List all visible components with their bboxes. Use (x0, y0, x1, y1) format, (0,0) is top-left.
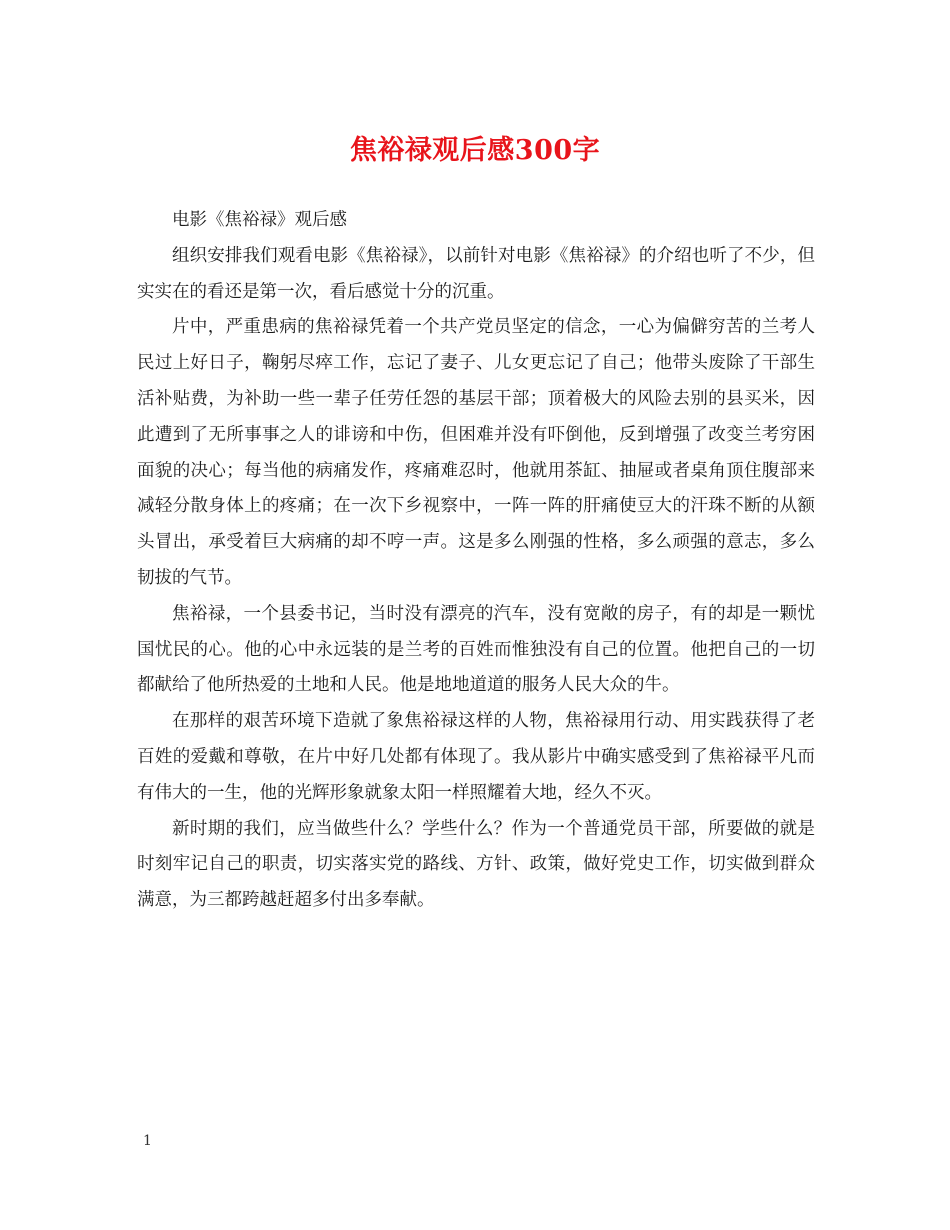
document-title: 焦裕禄观后感300字 (349, 135, 601, 166)
page-number: 1 (143, 1133, 152, 1149)
paragraph: 片中，严重患病的焦裕禄凭着一个共产党员坚定的信念，一心为偏僻穷苦的兰考人民过上好日子，鞠躬尽瘁工作，忘记了妻子、儿女更忘记了自己；他带头废除了干部生活补贴费，为补助一些一辈子任劳任怨的基层干部；顶着极大的风险去别的县买米，因此遭到了无所事事之人的诽谤和中伤，但困难并没有吓倒他，反到增强了改变兰考穷困面貌的决心；每当他的病痛发作，疼痛难忍时，他就用茶缸、抽屉或者桌角顶住腹部来减轻分散身体上的疼痛；在一次下乡视察中，一阵一阵的肝痛使豆大的汗珠不断的从额头冒出，承受着巨大病痛的却不哼一声。这是多么刚强的性格，多么顽强的意志，多么韧拔的气节。 (137, 317, 815, 588)
paragraph: 新时期的我们，应当做些什么？学些什么？作为一个普通党员干部，所要做的就是时刻牢记自己的职责，切实落实党的路线、方针、政策，做好党史工作，切实做到群众满意，为三都跨越赶超多付出多奉献。 (137, 818, 815, 911)
paragraph-heading: 电影《焦裕禄》观后感 (172, 210, 347, 230)
paragraph: 在那样的艰苦环境下造就了象焦裕禄这样的人物，焦裕禄用行动、用实践获得了老百姓的爱戴和尊敬，在片中好几处都有体现了。我从影片中确实感受到了焦裕禄平凡而有伟大的一生，他的光辉形象就象太阳一样照耀着大地，经久不灭。 (137, 711, 815, 803)
document-body (137, 203, 815, 919)
paragraph: 组织安排我们观看电影《焦裕禄》，以前针对电影《焦裕禄》的介绍也听了不少，但实实在的看还是第一次，看后感觉十分的沉重。 (137, 245, 815, 302)
paragraph: 焦裕禄，一个县委书记，当时没有漂亮的汽车，没有宽敞的房子，有的却是一颗忧国忧民的心。他的心中永远装的是兰考的百姓而惟独没有自己的位置。他把自己的一切都献给了他所热爱的土地和人民。他是地地道道的服务人民大众的牛。 (137, 603, 815, 696)
